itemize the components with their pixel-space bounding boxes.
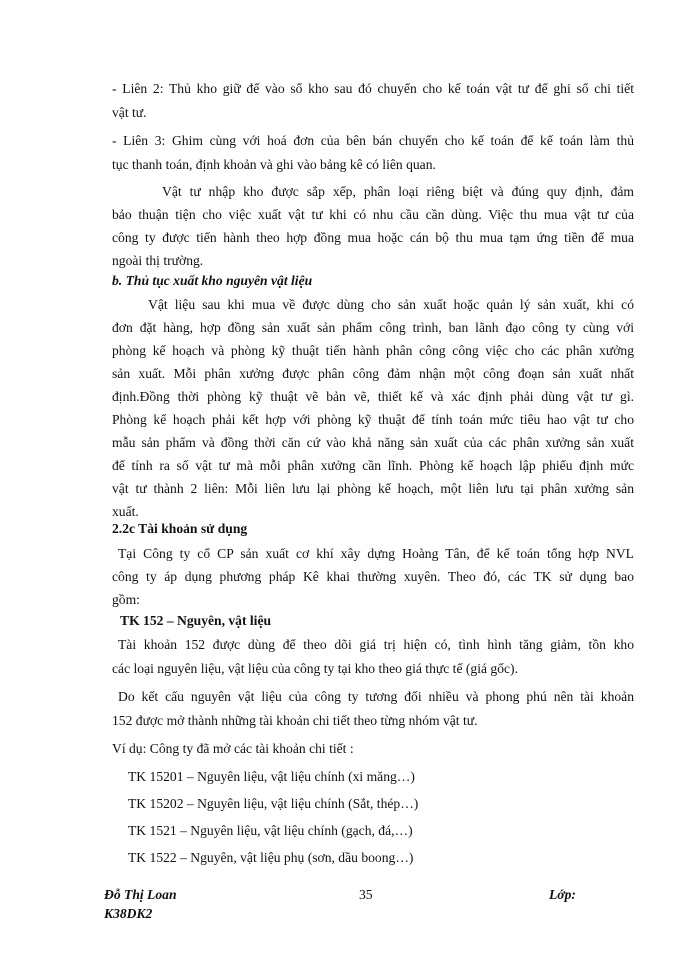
paragraph-nhap-kho-line-2: bảo thuận tiện cho việc xuất vật tư khi có nhu cầu cần dùng. Việc thu mua vật tư của [112, 207, 634, 222]
account-item: TK 1522 – Nguyên, vật liệu phụ (sơn, dầu boong…) [128, 850, 414, 865]
paragraph-tai-khoan-line-1: Tại Công ty cổ CP sản xuất cơ khí xây dựng Hoàng Tân, để kế toán tổng hợp NVL [118, 546, 634, 561]
example-intro: Ví dụ: Công ty đã mở các tài khoản chi tiết : [112, 741, 354, 756]
paragraph-lien-3-line-2: tục thanh toán, định khoản và ghi vào bảng kê có liên quan. [112, 157, 436, 172]
footer-class-label: Lớp: [549, 887, 576, 902]
paragraph-tai-khoan-line-2: công ty áp dụng phương pháp Kê khai thường xuyên. Theo đó, các TK sử dụng bao [112, 569, 634, 584]
footer-author-name: Đỗ Thị Loan [104, 887, 177, 902]
paragraph-xuat-kho-line-2: đơn đặt hàng, hợp đồng sản xuất sản phẩm công trình, ban lãnh đạo công ty cùng với [112, 320, 634, 335]
paragraph-xuat-kho-line-9: vật tư thành 2 liên: Mỗi liên lưu lại phòng kế hoạch, một liên lưu tại phân xưởng sản [112, 481, 634, 496]
paragraph-ket-cau-line-2: 152 được mở thành những tài khoản chi tiết theo từng nhóm vật tư. [112, 713, 478, 728]
paragraph-tk152-line-2: các loại nguyên liệu, vật liệu của công ty tại kho theo giá thực tế (giá gốc). [112, 661, 518, 676]
paragraph-lien-3-line-1: - Liên 3: Ghim cùng với hoá đơn của bên bán chuyển cho kế toán để kế toán làm thủ [112, 133, 634, 148]
paragraph-xuat-kho-line-3: phòng kế hoạch và phòng kỹ thuật tiến hành phân công công việc cho các phân xưởng [112, 343, 634, 358]
paragraph-xuat-kho-line-8: để tính ra số vật tư mà mỗi phân xưởng cần lĩnh. Phòng kế hoạch lập phiếu định mức [112, 458, 634, 473]
paragraph-lien-2-line-1: - Liên 2: Thủ kho giữ để vào sổ kho sau đó chuyển cho kế toán vật tư để ghi sổ chi tiết [112, 81, 634, 96]
paragraph-nhap-kho-line-1: Vật tư nhập kho được sắp xếp, phân loại riêng biệt và đúng quy định, đảm [162, 184, 634, 199]
paragraph-xuat-kho-line-1: Vật liệu sau khi mua về được dùng cho sản xuất hoặc quản lý sản xuất, khi có [148, 297, 634, 312]
footer-class-code: K38DK2 [104, 906, 153, 921]
section-heading-tai-khoan: 2.2c Tài khoản sử dụng [112, 521, 248, 536]
page-number: 35 [359, 887, 373, 902]
paragraph-tk152-line-1: Tài khoản 152 được dùng để theo dõi giá trị hiện có, tình hình tăng giảm, tồn kho [118, 637, 634, 652]
paragraph-xuat-kho-line-10: xuất. [112, 504, 139, 519]
paragraph-ket-cau-line-1: Do kết cấu nguyên vật liệu của công ty tương đối nhiều và phong phú nên tài khoản [118, 689, 634, 704]
account-item: TK 15201 – Nguyên liệu, vật liệu chính (xi măng…) [128, 769, 415, 784]
subheading-tk-152: TK 152 – Nguyên, vật liệu [120, 613, 272, 628]
section-heading-xuat-kho: b. Thủ tục xuất kho nguyên vật liệu [112, 273, 313, 288]
paragraph-tai-khoan-line-3: gồm: [112, 592, 140, 607]
paragraph-nhap-kho-line-3: công ty được tiến hành theo hợp đồng mua hoặc cán bộ thu mua tạm ứng tiền để mua [112, 230, 634, 245]
paragraph-xuat-kho-line-5: định.Đồng thời phòng kỹ thuật vẽ bản vẽ, thiết kế và xác định phải dùng vật tư gì. [112, 389, 634, 404]
paragraph-nhap-kho-line-4: ngoài thị trường. [112, 253, 204, 268]
account-item: TK 15202 – Nguyên liệu, vật liệu chính (Sắt, thép…) [128, 796, 419, 811]
account-item: TK 1521 – Nguyên liệu, vật liệu chính (gạch, đá,…) [128, 823, 413, 838]
paragraph-xuat-kho-line-6: Phòng kế hoạch phải kết hợp với phòng kỹ thuật để tính toán mức tiêu hao vật tư cho [112, 412, 634, 427]
paragraph-lien-2-line-2: vật tư. [112, 105, 147, 120]
paragraph-xuat-kho-line-7: mẫu sản phẩm và đồng thời căn cứ vào khả năng sản xuất của các phân xưởng sản xuất [112, 435, 634, 450]
paragraph-xuat-kho-line-4: sản xuất. Mỗi phân xưởng được phân công đảm nhận một công đoạn sản xuất nhất [112, 366, 634, 381]
